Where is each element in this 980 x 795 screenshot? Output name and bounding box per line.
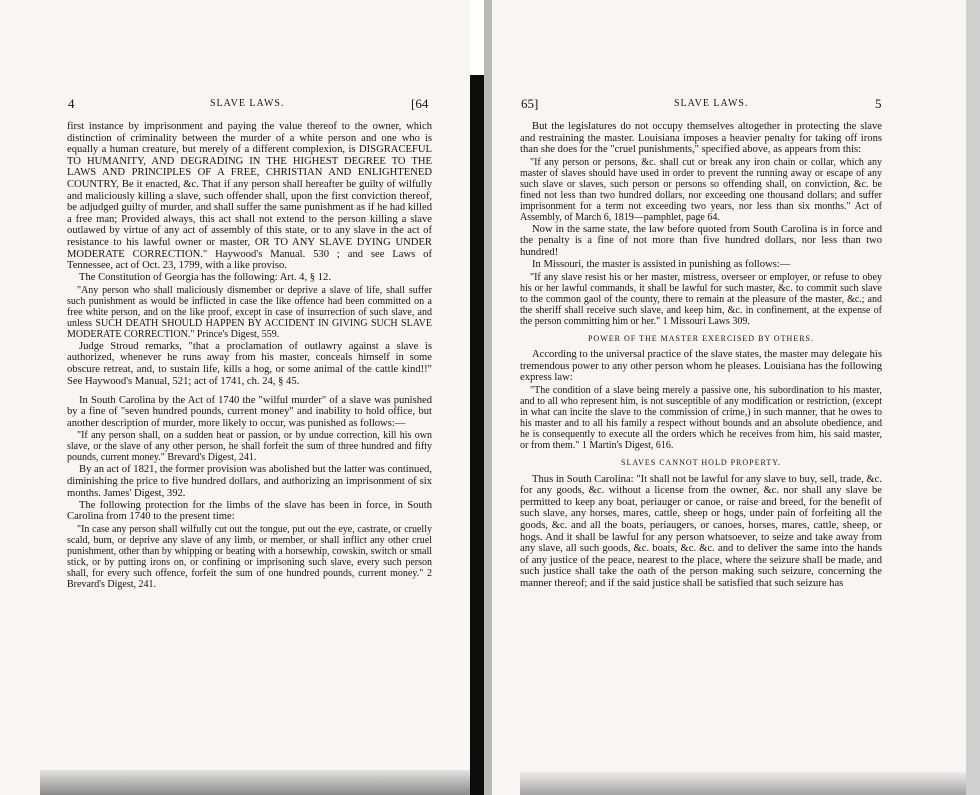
right-page-body — [520, 121, 882, 590]
right-page-number: 5 — [875, 96, 882, 111]
paragraph: The Constitution of Georgia has the following: Art. 4, § 12. — [79, 272, 331, 284]
right-original-page: 65] — [521, 96, 539, 111]
section-heading: SLAVES CANNOT HOLD PROPERTY. — [621, 458, 781, 468]
paragraph: Judge Stroud remarks, "that a proclamation of outlawry against a slave is authorized, whenever he runs away from his master, conceals himself in some obscure retreat, and, to sustain life, kills a hog, or some animal of the cattle kind!!" See Haywood's Manual, 521; act of 1741, ch. 24, § 45. — [67, 340, 432, 387]
block-quote: "If any person shall, on a sudden heat or passion, or by undue correction, kill his own slave, or the slave of any other person, he shall forfeit the sum of three hundred and fifty pounds, current money." Brevard's Digest, 241. — [67, 430, 432, 464]
section-heading: POWER OF THE MASTER EXERCISED BY OTHERS. — [587, 333, 814, 343]
left-page — [0, 0, 470, 795]
book-spine-edge — [484, 0, 492, 795]
paragraph: By an act of 1821, the former provision was abolished but the latter was continued, diminishing the price to five hundred dollars, and authorizing an imprisonment of six months. James' Digest, 392. — [67, 464, 432, 499]
block-quote: "If any slave resist his or her master, mistress, overseer or employer, or refuse to obey his or her lawful commands, it shall be lawful for such master, &c. to commit such slave to the common gaol of the county, there to remain at the pleasure of the master, &c.; and the sheriff shall receive such slave, and keep him, &c. in confinement, at the expense of the person committing him or her." 1 Missouri Laws 309. — [520, 271, 882, 327]
right-page — [492, 0, 980, 795]
left-original-page: [64 — [411, 96, 429, 111]
block-quote: "The condition of a slave being merely a passive one, his subordination to his master, and to all who represent him, is not susceptible of any modification or restriction, (except in what can incite the slave to the commission of crime,) in such manner, that he owes to his master and to all his family a respect without bounds and an absolute obedience, and he is consequently to execute all the orders which he receives from him, his said master, or from them." 1 Martin's Digest, 616. — [520, 385, 882, 452]
left-page-number: 4 — [68, 96, 75, 111]
left-page-header — [0, 96, 470, 112]
paragraph: In Missouri, the master is assisted in punishing as follows:— — [532, 259, 791, 271]
paragraph: Thus in South Carolina: "It shall not be lawful for any slave to buy, sell, trade, &c. for any goods, &c. without a license from the owner, &c. nor shall any slave be permitted to keep any boat, periauger or canoe, or raise and breed, for the benefit of such slave, any horses, mares, cattle, sheep or hogs, under pain of forfeiting all the goods, &c. and all the boats, periaugers, or canoes, horses, mares, cattle, sheep, or hogs. And it shall be lawful for any person whatsoever, to seize and take away from any slave, all such goods, &c. boats, &c. &c. and to deliver the same into the hands of any justice of the peace, nearest to the place, where the seizure shall be made, and such justice shall take the oath of the person making such seizure, concerning the manner thereof; and if the said justice shall be satisfied that such seizure has — [520, 473, 882, 589]
page-shadow — [40, 770, 470, 795]
paragraph: But the legislatures do not occupy themselves altogether in protecting the slave and restraining the master. Louisiana imposes a heavier penalty for taking off irons than she does for the "cruel punishments," specified above, as appears from this: — [520, 121, 882, 156]
page-shadow — [520, 772, 966, 795]
paragraph: According to the universal practice of the slave states, the master may delegate his tremendous power to any other person whom he pleases. Louisiana has the following express law: — [520, 349, 882, 384]
block-quote: "If any person or persons, &c. shall cut or break any iron chain or collar, which any master of slaves should have used in order to prevent the running away or escape of any such slave or slaves, such person or persons so offending shall, on conviction, &c. be fined not less than two hundred dollars, nor exceeding one thousand dollars; and suffer imprisonment for a term not exceeding two years, nor less than six months." Act of Assembly, of March 6, 1819—pamphlet, page 64. — [520, 156, 882, 223]
paragraph: In South Carolina by the Act of 1740 the "wilful murder" of a slave was punished by a fine of "seven hundred pounds, current money" and inability to hold office, but another description of murder, more likely to occur, was punished as follows:— — [67, 394, 432, 429]
paragraph: first instance by imprisonment and paying the value thereof to the owner, which distinction of criminality between the murder of a white person and one who is equally a human creature, but merely of a different complexion, is DISGRACEFUL TO HUMANITY, AND DEGRADING IN THE HIGHEST DEGREE TO THE LAWS AND PRINCIPLES OF A FREE, CHRISTIAN AND ENLIGHTENED COUNTRY, Be it enacted, &c. That if any person shall hereafter be guilty of wilfully and maliciously killing a slave, such offender shall, upon the first conviction thereof, be adjudged guilty of murder, and shall suffer the same punishment as if he had killed a free man; Provided always, this act shall not extend to the person killing a slave outlawed by virtue of any act of assembly of this state, or to any slave in the act of resistance to his lawful owner or master, OR TO ANY SLAVE DYING UNDER MODERATE CORRECTION." Haywood's Manual. 530 ; and see Laws of Tennessee, act of Oct. 23, 1799, with a like proviso. — [67, 121, 432, 272]
block-quote: "Any person who shall maliciously dismember or deprive a slave of life, shall suffer such punishment as would be inflicted in case the like offence had been committed on a free white person, and on the like proof, except in case of insurrection of such slave, and unless SUCH DEATH SHOULD HAPPEN BY ACCIDENT IN GIVING SUCH SLAVE MODERATE CORRECTION." Prince's Digest, 559. — [67, 284, 432, 340]
page-edge — [966, 0, 980, 795]
book-gutter — [470, 75, 484, 795]
right-page-header — [492, 96, 980, 112]
paragraph: The following protection for the limbs of the slave has been in force, in South Carolina from 1740 to the present time: — [67, 499, 432, 523]
left-running-title: SLAVE LAWS. — [210, 98, 285, 109]
right-running-title: SLAVE LAWS. — [674, 98, 749, 109]
paragraph: Now in the same state, the law before quoted from South Carolina is in force and the penalty is a fine of not more than five hundred dollars, nor less than two hundred! — [520, 223, 882, 258]
block-quote: "In case any person shall wilfully cut out the tongue, put out the eye, castrate, or cruelly scald, burn, or deprive any slave of any limb, or member, or shall inflict any other cruel punishment, other than by whipping or beating with a horsewhip, cowskin, switch or small stick, or by putting irons on, or confining or imprisoning such slave, every such person shall, for every such offence, forfeit the sum of one hundred pounds, current money." 2 Brevard's Digest, 241. — [67, 523, 432, 590]
left-page-body — [67, 121, 432, 591]
